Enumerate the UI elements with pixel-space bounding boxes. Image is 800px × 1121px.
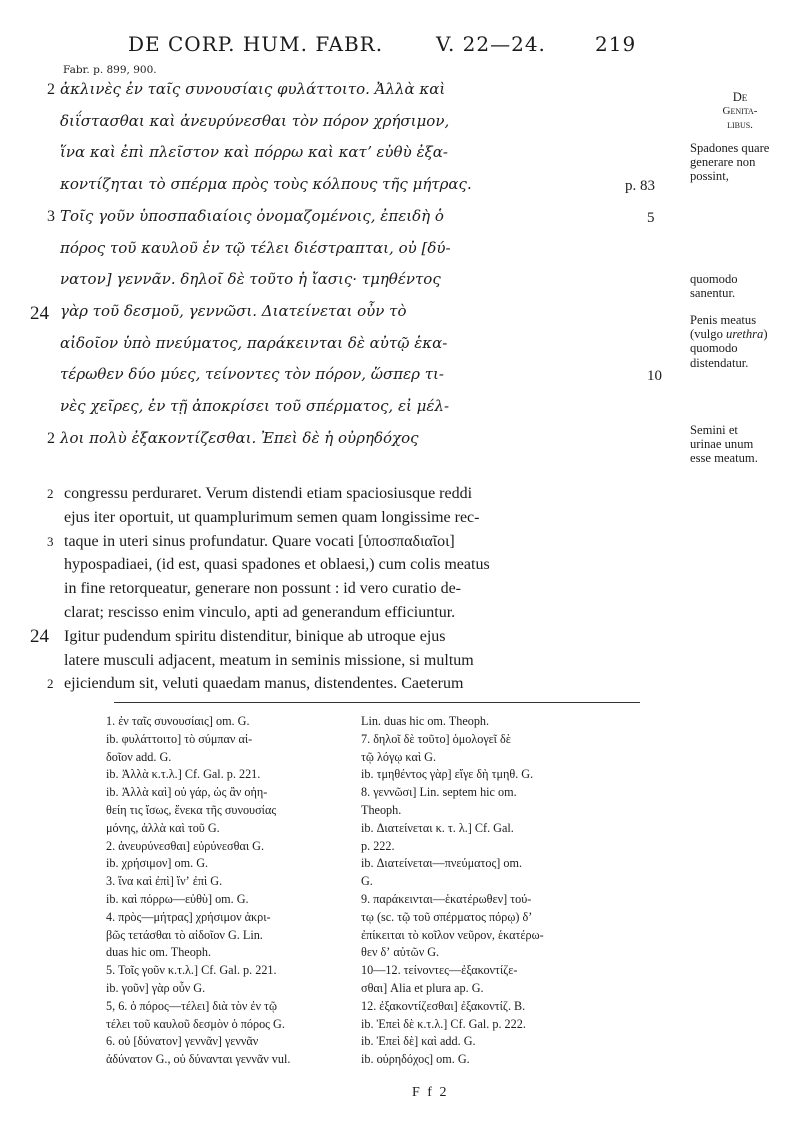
margin-heading: De	[732, 90, 748, 104]
line-marker: 3	[47, 207, 55, 225]
footnote-line: 5. Τοῖς γοῦν κ.τ.λ.] Cf. Gal. p. 221.	[106, 963, 277, 978]
margin-note	[690, 90, 790, 183]
section-reference: V. 22—24.	[436, 32, 546, 56]
greek-line: νατον] γεννᾶν. δηλοῖ δὲ τοῦτο ἡ ἴασις· τμηθέντος	[60, 270, 441, 289]
footnote-line: ib. Διατείνεται κ. τ. λ.] Cf. Gal.	[361, 820, 514, 835]
greek-line: αἰδοῖον ὑπὸ πνεύματος, παράκεινται δὲ αὐτῷ ἑκα-	[60, 333, 448, 352]
footnote-line: 3. ἵνα καὶ ἐπὶ] ἵνʼ ἐπὶ G.	[106, 874, 223, 889]
footnote-line: ib. χρήσιμον] om. G.	[106, 856, 209, 871]
line-marker: 3	[47, 533, 54, 549]
source-reference: Fabr. p. 899, 900.	[63, 64, 157, 76]
latin-line: Igitur pudendum spiritu distenditur, binique ab utroque ejus	[64, 627, 446, 645]
footnote-line: τέλει τοῦ καυλοῦ δεσμὸν ὁ πόρος G.	[106, 1016, 285, 1031]
latin-line: hypospadiaei, (id est, quasi spadones et oblaesi,) cum colis meatus	[64, 556, 490, 574]
line-number: 5	[647, 209, 655, 226]
footnote-line: 2. ἀνευρύνεσθαι] εὐρύνεσθαι G.	[106, 838, 265, 853]
latin-line: ejus iter oportuit, ut quamplurimum semen quam longissime rec-	[64, 508, 480, 526]
line-marker: 2	[47, 429, 55, 447]
greek-line: ἵνα καὶ ἐπὶ πλεῖστον καὶ πόρρω καὶ κατʼ εὐθὺ ἐξα-	[60, 143, 448, 162]
footnote-line: τῷ λόγῳ καὶ G.	[361, 749, 437, 764]
line-number: 10	[647, 368, 662, 385]
footnote-line: Lin. duas hic om. Theoph.	[361, 714, 490, 728]
greek-line: πόρος τοῦ καυλοῦ ἐν τῷ τέλει διέστραπται, οὐ [δύ-	[60, 238, 451, 257]
footnote-line: duas hic om. Theoph.	[106, 945, 212, 960]
margin-note: Semini et urinae unum esse meatum.	[690, 423, 758, 466]
footnote-line: 9. παράκεινται—ἑκατέρωθεν] τού-	[361, 892, 532, 906]
margin-heading: Genita-	[722, 105, 758, 118]
margin-note-italic: urethra	[726, 327, 764, 342]
footnote-line: ἐπίκειται τὸ κοῖλον νεῦρον, ἑκατέρω-	[361, 927, 544, 942]
greek-line: λοι πολὺ ἐξακοντίζεσθαι. Ἐπεὶ δὲ ἡ οὐρηδόχος	[60, 428, 419, 447]
footnote-line: 7. δηλοῖ δὲ τοῦτο] ὁμολογεῖ δὲ	[361, 731, 511, 746]
margin-note-text: ) quomodo distendatur.	[690, 327, 768, 370]
latin-line: taque in uteri sinus profundatur. Quare vocati [ὑποσπαδιαῖοι]	[64, 532, 455, 550]
footnote-line: ib. Διατείνεται—πνεύματος] om.	[361, 856, 523, 871]
footnote-line: 5, 6. ὁ πόρος—τέλει] διὰ τὸν ἐν τῷ	[106, 998, 277, 1013]
latin-line: clarat; rescisso enim vinculo, apti ad generandum efficiuntur.	[64, 604, 456, 621]
greek-line: Τοῖς γοῦν ὑποσπαδιαίοις ὀνομαζομένοις, ἐπειδὴ ὁ	[60, 206, 444, 225]
footnote-line: p. 222.	[361, 838, 395, 853]
greek-line: τέρωθεν δύο μύες, τείνοντες τὸν πόρον, ὥσπερ τι-	[60, 365, 445, 384]
footnote-line: ib. γοῦν] γὰρ οὖν G.	[106, 981, 206, 995]
line-marker: 2	[47, 676, 54, 692]
page-number: 219	[595, 32, 637, 56]
footnote-line: 1. ἐν ταῖς συνουσίαις] om. G.	[106, 714, 250, 728]
margin-note	[690, 313, 780, 370]
footnote-line: τῳ (sc. τῷ τοῦ σπέρματος πόρῳ) δʼ	[361, 909, 533, 924]
footnote-line: ib. Ἀλλὰ κ.τ.λ.] Cf. Gal. p. 221.	[106, 767, 261, 782]
footnote-line: Theoph.	[361, 803, 402, 817]
margin-note-text: Spadones quare generare non possint,	[690, 140, 770, 184]
margin-note: quomodo sanentur.	[690, 272, 738, 301]
footnote-line: βῶς τετάσθαι τὸ αἰδοῖον G. Lin.	[106, 927, 263, 942]
footnote-line: ib. οὐρηδόχος] om. G.	[361, 1052, 470, 1067]
footnote-line: ib. Ἀλλὰ καὶ] οὐ γάρ, ὡς ἂν οἠη-	[106, 785, 268, 800]
latin-line: ejiciendum sit, veluti quaedam manus, distendentes. Caeterum	[64, 675, 464, 693]
line-marker: 24	[30, 625, 49, 647]
footnote-line: ib. καὶ πόρρω—εὐθὺ] om. G.	[106, 892, 249, 906]
latin-line: congressu perduraret. Verum distendi etiam spaciosiusque reddi	[64, 485, 473, 502]
footnote-line: 6. οὐ [δύνατον] γεννᾶν] γεννᾶν	[106, 1034, 259, 1049]
footnote-line: ib. τμηθέντος γὰρ] εἴγε δὴ τμηθ. G.	[361, 767, 534, 782]
footnote-line: θεν δʼ αὐτῶν G.	[361, 945, 440, 960]
latin-line: latere musculi adjacent, meatum in seminis missione, si multum	[64, 651, 474, 669]
footnote-line: σθαι] Alia et plura ap. G.	[361, 981, 484, 995]
margin-note-text: Penis meatus (vulgo	[690, 313, 757, 342]
footnote-line: 8. γεννῶσι] Lin. septem hic om.	[361, 785, 517, 800]
line-number: p. 83	[625, 178, 655, 195]
footnote-line: ib. φυλάττοιτο] τὸ σύμπαν αἰ-	[106, 731, 253, 746]
footnote-line: ib. Ἐπεὶ δὲ] καὶ add. G.	[361, 1034, 476, 1049]
greek-line: ἀκλινὲς ἐν ταῖς συνουσίαις φυλάττοιτο. Ἀλλὰ καὶ	[60, 80, 446, 98]
line-marker: 2	[47, 486, 54, 501]
margin-heading: libus.	[727, 119, 753, 132]
signature-mark: F f 2	[412, 1085, 449, 1100]
line-marker: 24	[30, 302, 49, 324]
footnote-rule	[114, 702, 640, 703]
footnote-line: ἀδύνατον G., οὐ δύνανται γεννᾶν vul.	[106, 1052, 291, 1067]
footnote-line: δοῖον add. G.	[106, 749, 172, 764]
greek-line: κοντίζηται τὸ σπέρμα πρὸς τοὺς κόλπους τῆς μήτρας.	[60, 175, 472, 194]
latin-line: in fine retorqueatur, generare non possunt : id vero curatio de-	[64, 580, 461, 598]
footnote-line: μόνης, ἀλλὰ καὶ τοῦ G.	[106, 820, 220, 835]
footnote-line: G.	[361, 874, 373, 889]
footnote-line: 12. ἐξακοντίζεσθαι] ἐξακοντίζ. B.	[361, 998, 526, 1013]
greek-line: νὲς χεῖρες, ἐν τῇ ἀποκρίσει τοῦ σπέρματος, εἰ μέλ-	[60, 397, 450, 415]
footnote-line: ib. Ἐπεὶ δὲ κ.τ.λ.] Cf. Gal. p. 222.	[361, 1016, 526, 1031]
greek-line: γὰρ τοῦ δεσμοῦ, γεννῶσι. Διατείνεται οὖν τὸ	[60, 301, 407, 320]
footnote-line: 10—12. τείνοντες—ἐξακοντίζε-	[361, 963, 518, 978]
greek-line: διΐστασθαι καὶ ἀνευρύνεσθαι τὸν πόρον χρήσιμον,	[60, 111, 450, 130]
running-title: DE CORP. HUM. FABR.	[128, 32, 384, 56]
footnote-line: θείη τις ἴσως, ἕνεκα τῆς συνουσίας	[106, 803, 277, 817]
line-marker: 2	[47, 81, 55, 98]
footnote-line: 4. πρὸς—μήτρας] χρήσιμον ἀκρι-	[106, 909, 271, 924]
